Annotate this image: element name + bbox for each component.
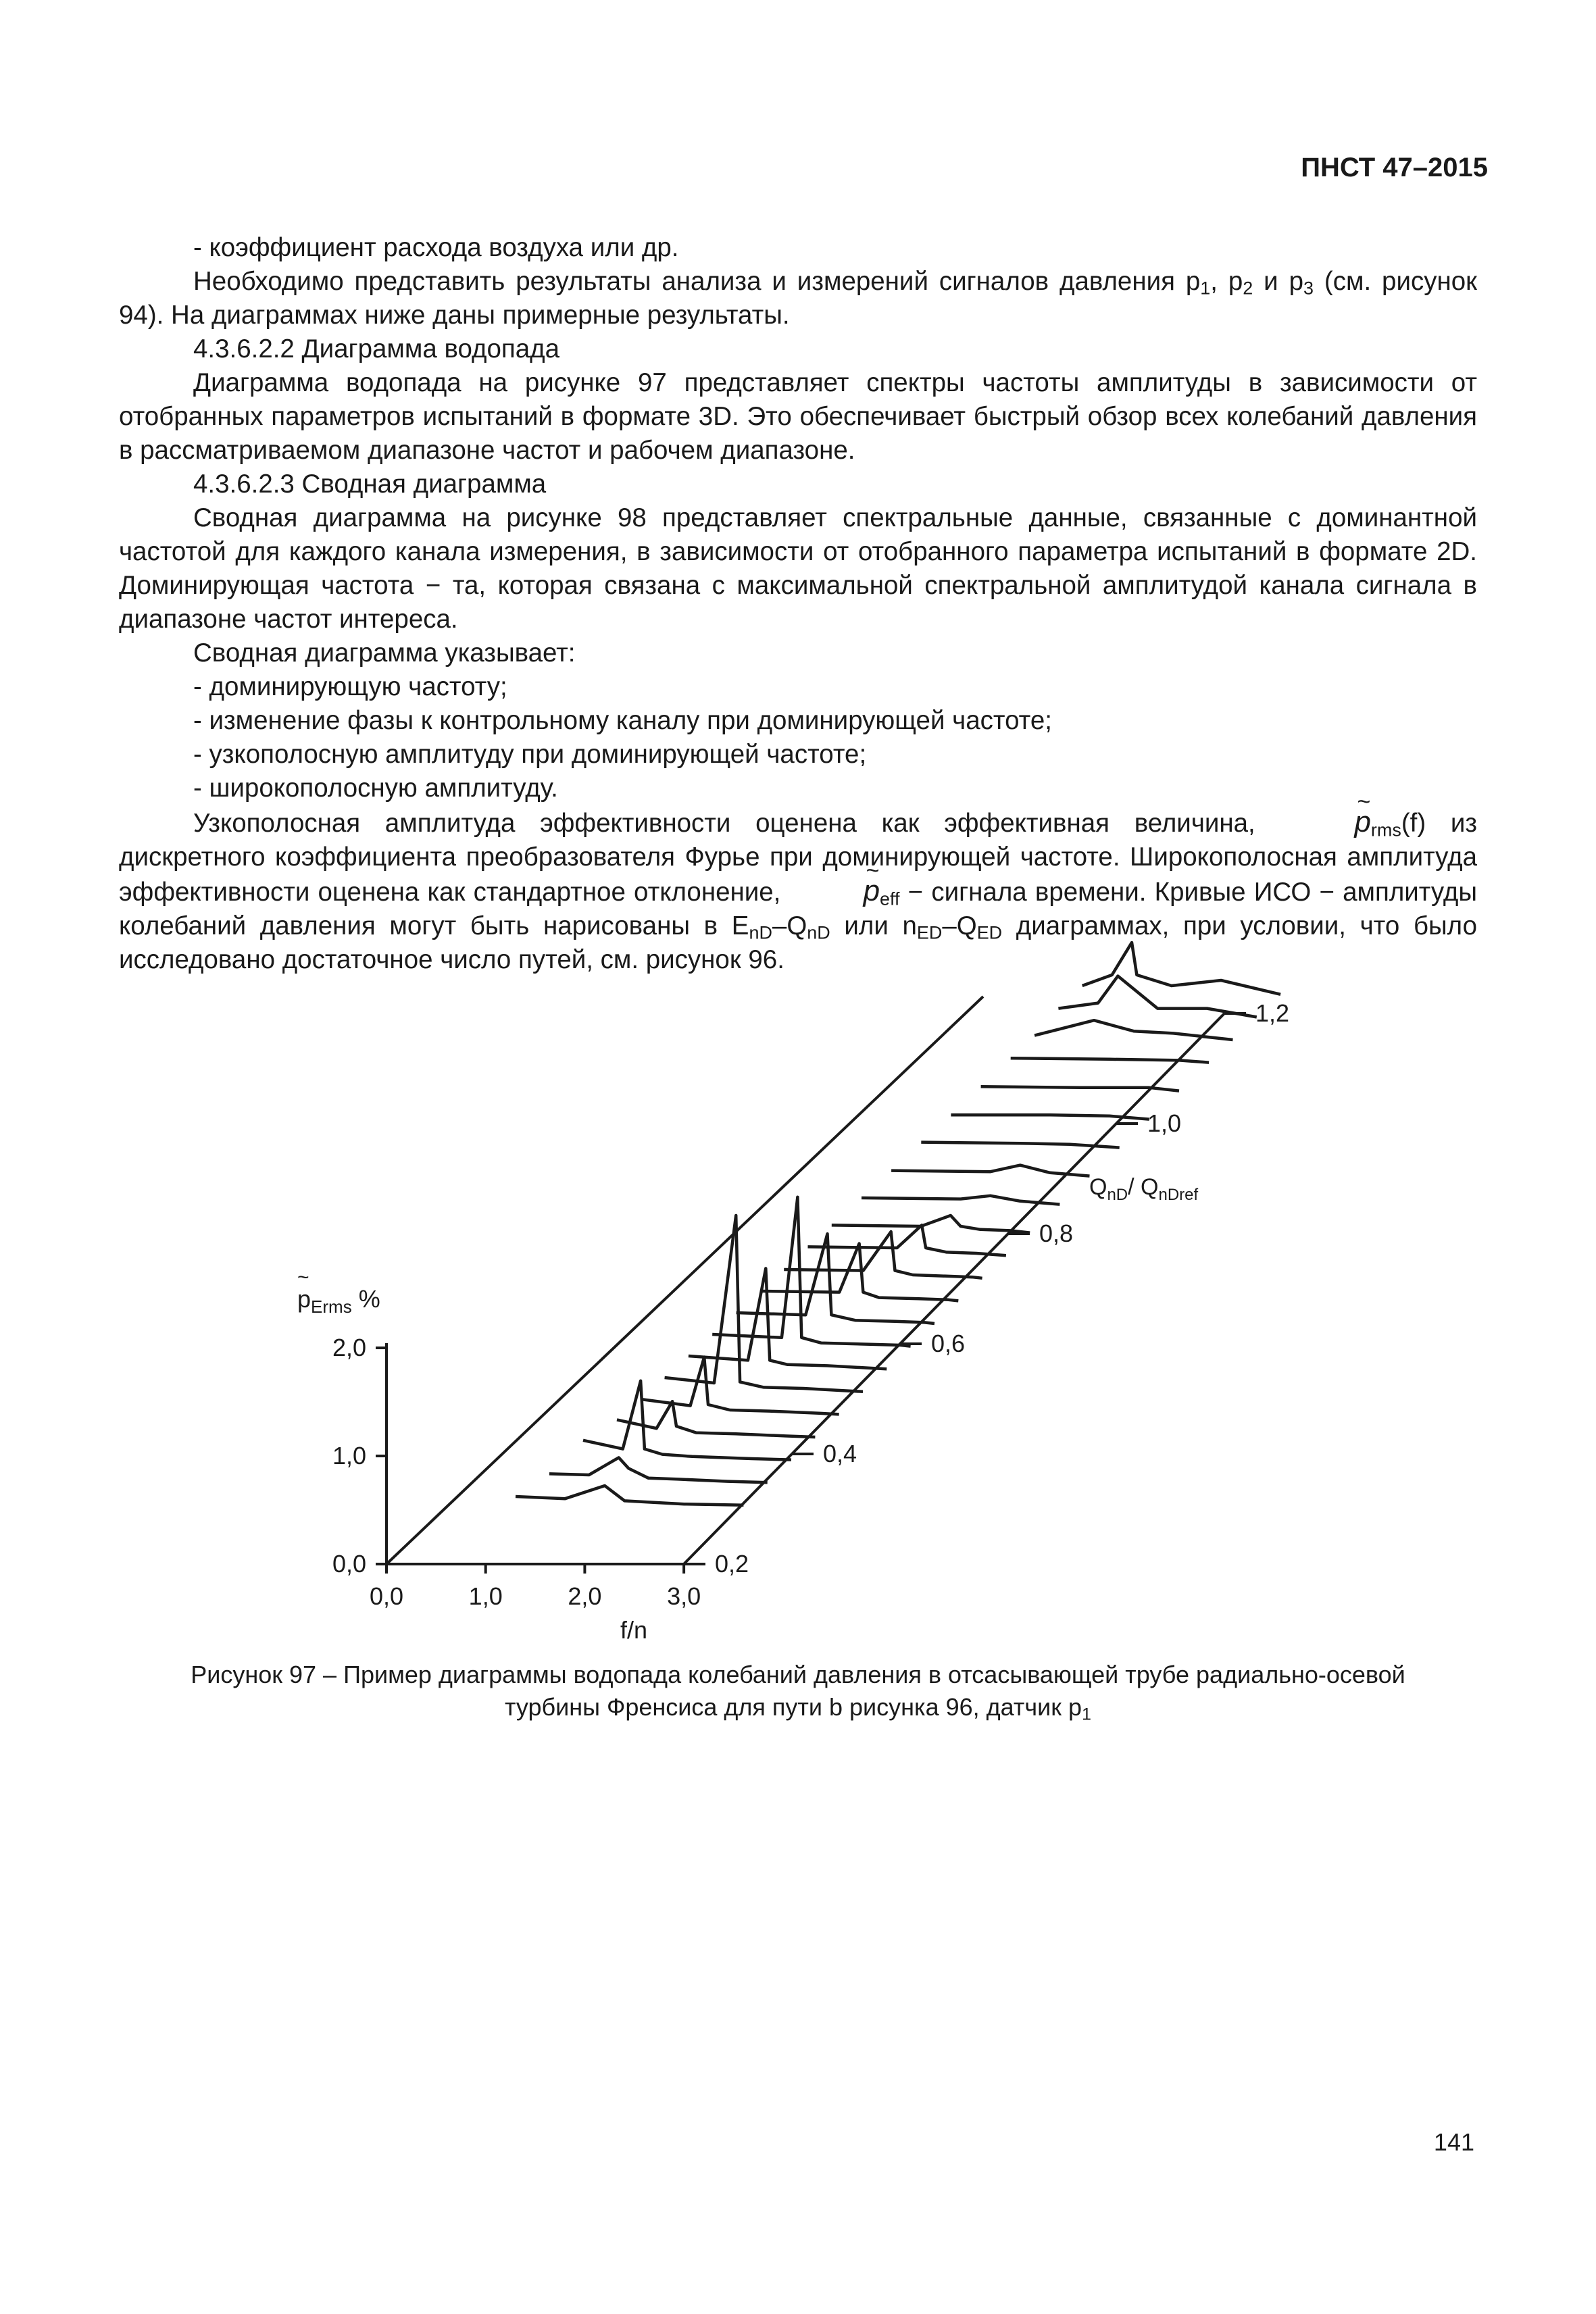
list-item: - узкополосную амплитуду при доминирующей частоте; [193,740,867,769]
paragraph-1: - коэффициент расхода воздуха или др. [193,233,679,262]
paragraph-5: Сводная диаграмма указывает: [193,638,576,668]
section-heading-4-3-6-2-3: 4.3.6.2.3 Сводная диаграмма [193,470,547,499]
z-tick-label: 1,2 [1255,999,1290,1027]
spectrum-series-line [712,1197,910,1347]
list-item: - изменение фазы к контрольному каналу при доминирующей частоте; [193,706,1052,735]
section-heading-4-3-6-2-2: 4.3.6.2.2 Диаграмма водопада [193,334,560,363]
z-tick-label: 0,8 [1039,1219,1074,1247]
y-tick-label: 1,0 [332,1442,366,1469]
spectrum-series-line [921,1142,1119,1148]
spectrum-series-line [862,1196,1059,1205]
z-tick-label: 0,6 [931,1330,966,1357]
spectrum-series-line [1034,1020,1232,1040]
p-rms-symbol: ~ p [1280,805,1370,839]
spectrum-series-line [784,1232,982,1278]
spectrum-series-line [832,1215,1030,1233]
spectrum-series-line [1082,942,1280,995]
caption-line-2: турбины Френсиса для пути b рисунка 96, датчик $p_1$ [504,1693,1092,1724]
y-tick-label: 0,0 [332,1550,366,1578]
x-tick-label: 0,0 [369,1582,404,1610]
x-axis-title: f/n [620,1616,648,1644]
tilde-mark: ~ [297,1266,309,1288]
spectrum-series-line [891,1165,1089,1176]
y-axis-title: $p_{Erms}$ % [297,1285,380,1317]
z-axis-title: $Q_{nD}/$ $Q_{nDref}$ [1089,1174,1199,1204]
x-tick-label: 2,0 [568,1582,602,1610]
figure-caption [119,1659,1477,1724]
caption-line-1: Рисунок 97 – Пример диаграммы водопада колебаний давления в отсасывающей трубе радиально-осевой [191,1661,1405,1688]
document-id: ПНСТ 47–2015 [1301,153,1488,182]
z-tick-label: 0,2 [715,1550,749,1578]
page-number: 141 [1433,2128,1474,2156]
z-tick-label: 1,0 [1147,1109,1182,1137]
spectrum-series-line [549,1457,768,1482]
spectrum-series-line [583,1381,791,1460]
z-tick-label: 0,4 [823,1440,857,1467]
paragraph-2: Необходимо представить результаты анализа и измерений сигналов давления $p_1$, $p_2$ и $p_3$ (см. рисунок 94). На диаграммах ниже даны примерные результаты. [119,267,1477,330]
paragraph-3: Диаграмма водопада на рисунке 97 представляет спектры частоты амплитуды в зависимости от отобранных параметров испытаний в формате 3D. Это обеспечивает быстрый обзор всех колебаний давления в рассматриваемом диапазоне частот и рабочем диапазоне. [119,368,1477,465]
p-eff-symbol: ~ p [789,874,880,908]
y-tick-label: 2,0 [332,1334,366,1361]
spectrum-series-line [516,1486,743,1505]
list-item: - доминирующую частоту; [193,672,507,701]
paragraph-4: Сводная диаграмма на рисунке 98 представляет спектральные данные, связанные с доминантной частотой для каждого канала измерения, в зависимости от отобранного параметра испытаний в формате 2D. Доминирующая частота − та, которая связана с максимальной спектральной амплитудой канала сигнала в диапазоне частот интереса. [119,503,1477,634]
x-tick-label: 1,0 [468,1582,503,1610]
spectrum-series-line [1011,1058,1209,1062]
list-item: - широкополосную амплитуду. [193,774,558,803]
paragraph-6: Узкополосная амплитуда эффективности оценена как эффективная величина, ~ $p_{rms}(f)$ из дискретного коэффициента преобразователя Фурье при доминирующей частоте. Широкополосная амплитуда эффективности оценена как стандартное отклонение, ~ $p_{eff}$ − сигнала времени. Кривые ИСО − амплитуды колебаний давления могут быть нарисованы в $E_{nD}-Q_{nD}$ или $n_{ED}-Q_{ED}$ диаграммах, при условии, что было исследовано достаточное число путей, см. рисунок 96. [119,805,1477,977]
x-tick-label: 3,0 [667,1582,701,1610]
